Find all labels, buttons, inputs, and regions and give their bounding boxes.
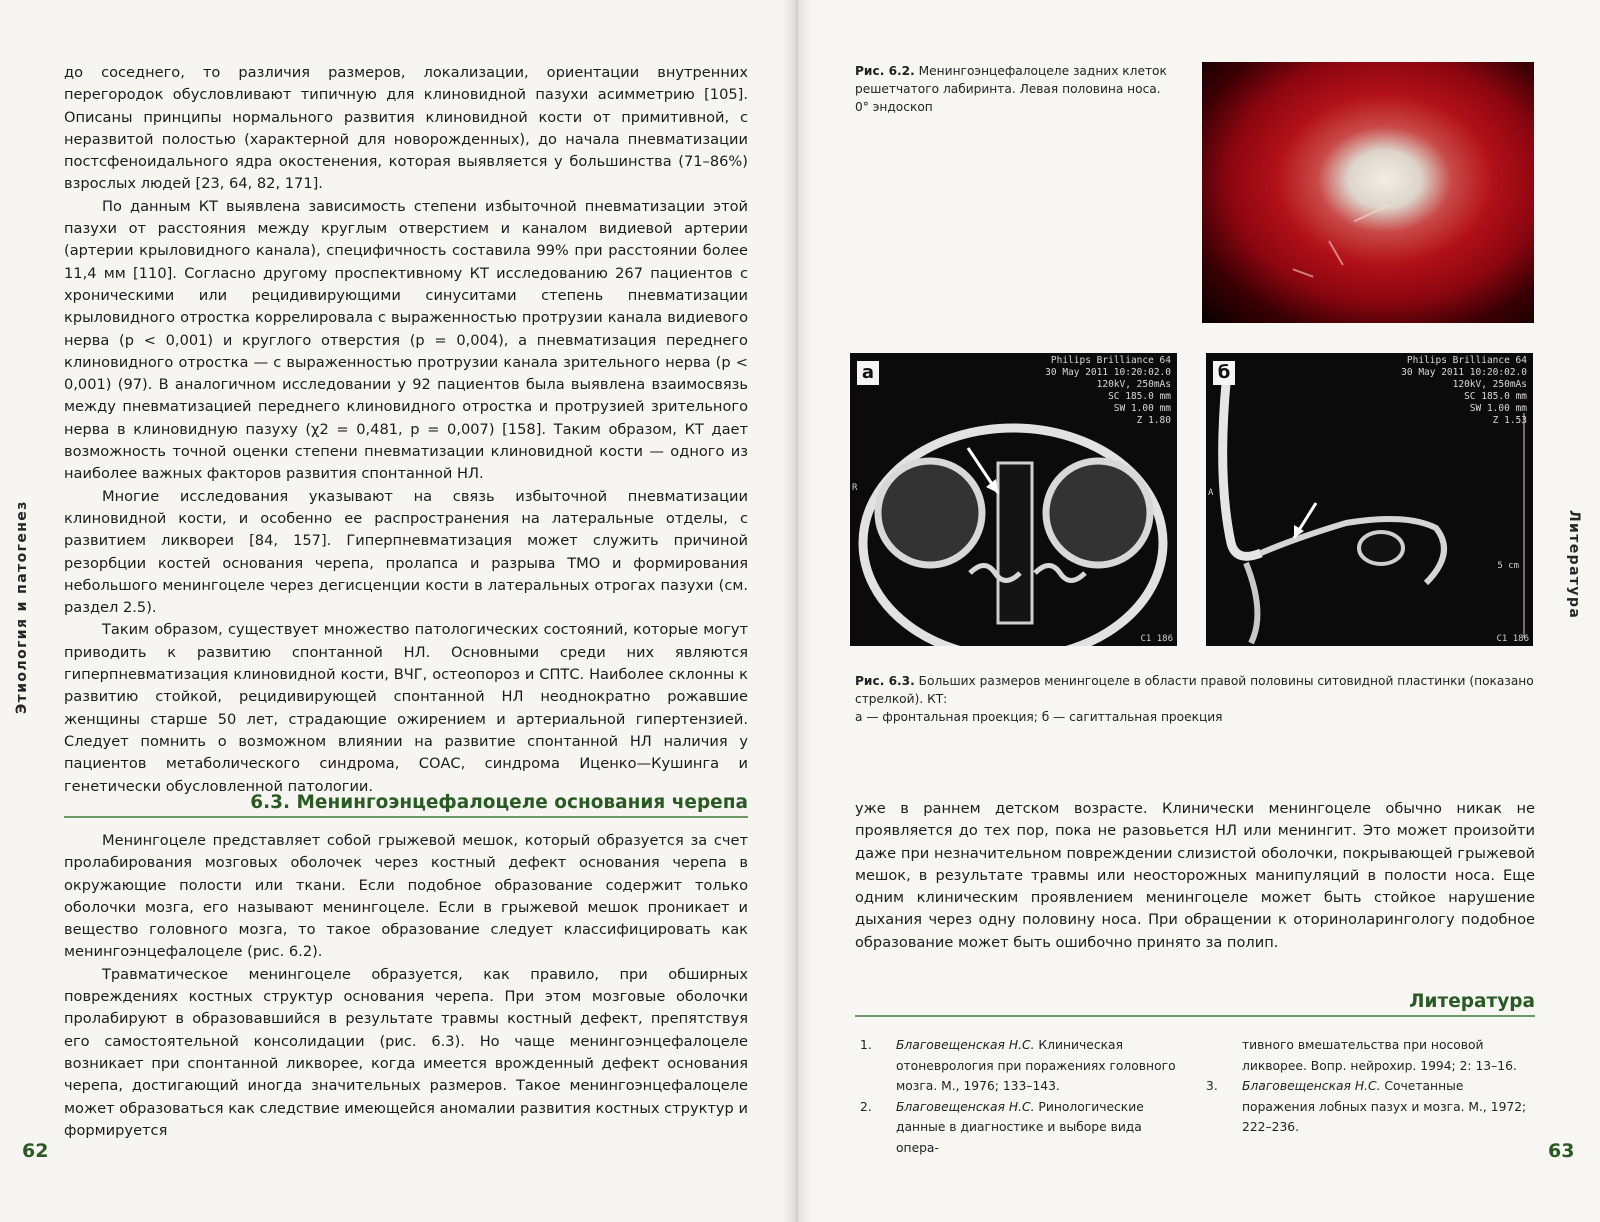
reference-item — [1206, 1076, 1535, 1138]
reference-text: Ринологические данные в диагностике и выборе вида опера- — [896, 1099, 1144, 1155]
figure-caption-line — [855, 672, 1535, 708]
reference-item — [1206, 1035, 1535, 1076]
reference-item — [860, 1097, 1185, 1159]
paragraph: до соседнего, то различия размеров, локализации, ориентации внутренних перегородок обусловливают типичную для клиновидной пазухи асимметрию [105]. Описаны принципы нормального развития клиновидной кости от примитивной, с неразвитой полостью (характерной для новорожденных), до начала пневматизации постсфеноидального ядра окостенения, которая выявляется у большинства (71–86%) взрослых людей [23, 64, 82, 171]. — [64, 64, 748, 193]
figure-label: Рис. 6.3. — [855, 674, 915, 688]
series-mark: C1 186 — [1496, 634, 1529, 644]
figure-caption-line: а — фронтальная проекция; б — сагиттальная проекция — [855, 710, 1223, 724]
ct-image-sagittal — [1206, 353, 1533, 646]
paragraph: Травматическое менингоцеле образуется, как правило, при обширных повреждениях костных структур основания черепа. При этом мозговые оболочки пролабируют в образовавшийся в результате травмы костный дефект, препятствуя его самостоятельной консолидации (рис. 6.3). Но чаще менингоэнцефалоцеле возникает при спонтанной ликворее, когда имеется врожденный дефект основания черепа, достигающий иногда значительных размеров. Такое менингоэнцефалоцеле может образоваться как следствие имеющейся аномалии развития костных структур и формируется — [64, 965, 748, 1139]
page-number-left: 62 — [22, 1140, 49, 1162]
paragraph: По данным КТ выявлена зависимость степени избыточной пневматизации этой пазухи от расстояния между круглым отверстием и каналом видиевой артерии (артерии крыловидного канала), специфичность составила 99% при расстоянии более 11,4 мм [110]. Согласно другому проспективному КТ исследованию 267 пациентов с хроническими или рецидивирующими синуситами степень пневматизации крыловидного отростка коррелировала с выраженностью протрузии канала видиевого нерва (p < 0,001) и круглого отверстия (p = 0,004), а пневматизация переднего клиновидного отростка — с выраженностью протрузии канала зрительного нерва (p < 0,001) (97). В аналогичном исследовании у 92 пациентов была выявлена взаимосвязь между пневматизацией переднего клиновидного отростка и протрузией зрительного нерва в клиновидную пазуху (χ2 = 0,481, p = 0,007) [158]. Таким образом, КТ дает возможность точной оценки степени пневматизации клиновидной кости — одного из наиболее важных факторов развития спонтанной НЛ. — [64, 197, 748, 483]
series-mark: C1 186 — [1140, 634, 1173, 644]
ct-image-frontal — [850, 353, 1177, 646]
paragraph: уже в раннем детском возрасте. Клинически менингоцеле обычно никак не проявляется до тех пор, пока не разовьется НЛ или менингит. Это может произойти даже при незначительном повреждении слизистой оболочки, покрывающей грыжевой мешок, в результате травмы или неосторожных манипуляций в полости носа. Еще одним клиническим проявлением менингоцеле может быть стойкое нарушение дыхания через одну половину носа. При обращении к оториноларингологу подобное образование может быть ошибочно принято за полип. — [855, 800, 1535, 951]
ct-scan-info: Philips Brilliance 64 30 May 2011 10:20:02.0 120kV, 250mAs SC 185.0 mm SW 1.00 mm Z 1.80 — [1045, 355, 1171, 426]
references-col-1 — [860, 1035, 1185, 1158]
figure-caption-6-2 — [855, 62, 1175, 116]
orientation-mark: A — [1208, 488, 1214, 498]
reference-number: 1. — [860, 1038, 872, 1052]
figure-caption-text: Больших размеров менингоцеле в области правой половины ситовидной пластинки (показано стрелкой). КТ: — [855, 674, 1534, 706]
paragraph: Менингоцеле представляет собой грыжевой мешок, который образуется за счет пролабирования мозговых оболочек через костный дефект основания черепа в окружающие полости или ткани. Если подобное образование содержит только оболочки мозга, его называют менингоцеле. Если в грыжевой мешок проникает и вещество головного мозга, то такое образование следует классифицировать как менингоэнцефалоцеле (рис. 6.2). — [64, 832, 748, 961]
reference-text: Клиническая отоневрология при поражениях головного мозга. М., 1976; 133–143. — [896, 1038, 1176, 1093]
panel-letter-b: б — [1213, 361, 1235, 385]
paragraph: Многие исследования указывают на связь избыточной пневматизации клиновидной кости, и особенно ее распространения на латеральные отделы, с развитием ликвореи [84, 157]. Гиперпневматизация может служить причиной резорбции костей основания черепа, пролапса и разрыва ТМО и формирования небольшого менингоцеле через дегисценции кости в латеральных отрогах пазухи (см. раздел 2.5). — [64, 487, 748, 617]
reference-item — [860, 1035, 1185, 1097]
panel-letter-a: а — [857, 361, 879, 385]
reference-number: 2. — [860, 1099, 872, 1114]
running-head-left: Этиология и патогенез — [14, 500, 30, 714]
endoscopic-photo — [1202, 62, 1534, 323]
figure-caption-text: Менингоэнцефалоцеле задних клеток решетчатого лабиринта. Левая половина носа. 0° эндоскоп — [855, 64, 1167, 114]
section-heading: 6.3. Менингоэнцефалоцеле основания черепа — [64, 792, 748, 818]
reference-author: Благовещенская Н.С. — [896, 1038, 1035, 1052]
text-block-bottom — [64, 830, 748, 1142]
book-gutter — [782, 0, 812, 1222]
fiber-highlight — [1353, 204, 1390, 223]
orientation-mark: R — [852, 483, 858, 493]
references-col-2 — [1206, 1035, 1535, 1138]
left-page — [0, 0, 797, 1222]
text-block-right — [855, 798, 1535, 954]
text-block-top — [64, 62, 748, 798]
reference-author: Благовещенская Н.С. — [1242, 1079, 1381, 1093]
figure-caption-6-3 — [855, 672, 1535, 726]
reference-text: тивного вмешательства при носовой ликворее. Вопр. нейрохир. 1994; 2: 13–16. — [1242, 1038, 1517, 1073]
page-number-right: 63 — [1548, 1140, 1575, 1162]
literature-heading: Литература — [855, 991, 1535, 1017]
fiber-highlight — [1328, 240, 1344, 265]
figure-label: Рис. 6.2. — [855, 64, 915, 78]
fiber-highlight — [1292, 268, 1313, 277]
paragraph: Таким образом, существует множество патологических состояний, которые могут приводить к развитию спонтанной НЛ. Основными среди них являются гиперпневматизация клиновидной кости, ВЧГ, остеопороз и СПТС. Наиболее склонны к развитию стойкой, рецидивирующей спонтанной НЛ неоднократно рожавшие женщины старше 50 лет, страдающие ожирением и артериальной гипертензией. Следует помнить о возможном влиянии на развитие спонтанной НЛ наличия у пациентов метаболического синдрома, СОАС, синдрома Иценко—Кушинга и генетически обусловленной патологии. — [64, 621, 748, 795]
scale-mark: 5 cm — [1497, 561, 1519, 571]
reference-author: Благовещенская Н.С. — [896, 1099, 1035, 1114]
reference-text: Сочетанные поражения лобных пазух и мозга. М., 1972; 222–236. — [1242, 1079, 1527, 1134]
running-head-right: Литература — [1566, 510, 1582, 620]
reference-number: 3. — [1206, 1079, 1218, 1093]
ct-scan-info: Philips Brilliance 64 30 May 2011 10:20:02.0 120kV, 250mAs SC 185.0 mm SW 1.00 mm Z 1.53 — [1401, 355, 1527, 426]
